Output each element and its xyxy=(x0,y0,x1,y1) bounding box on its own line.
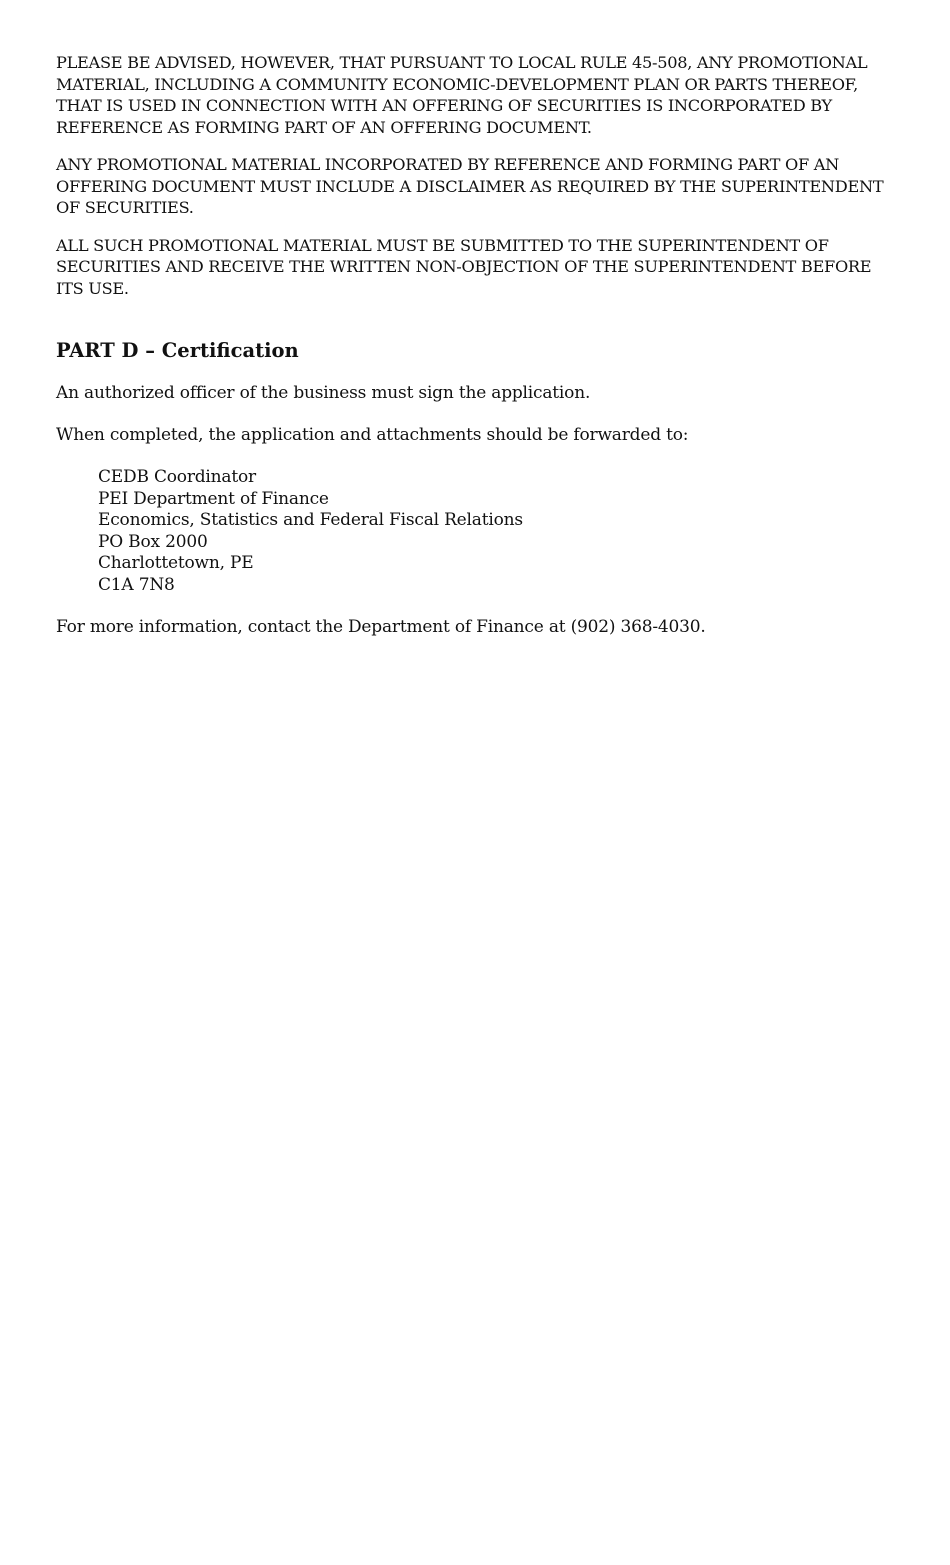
address-line-division: Economics, Statistics and Federal Fiscal Relations xyxy=(98,510,523,530)
document-page xyxy=(56,52,901,639)
notice-paragraph-disclaimer: ANY PROMOTIONAL MATERIAL INCORPORATED BY REFERENCE AND FORMING PART OF AN OFFERING DOCUMENT MUST INCLUDE A DISCLAIMER AS REQUIRED BY THE SUPERINTENDENT OF SECURITIES. xyxy=(56,155,884,217)
address-line-recipient: CEDB Coordinator xyxy=(98,467,256,487)
part-d-heading: PART D – Certification xyxy=(56,339,299,362)
address-line-department: PEI Department of Finance xyxy=(98,488,329,509)
contact-information: For more information, contact the Department of Finance at (902) 368-4030. xyxy=(56,617,706,637)
signing-instruction: An authorized officer of the business must sign the application. xyxy=(56,383,591,403)
notice-paragraph-submission: ALL SUCH PROMOTIONAL MATERIAL MUST BE SUBMITTED TO THE SUPERINTENDENT OF SECURITIES AND RECEIVE THE WRITTEN NON-OBJECTION OF THE SUPERINTENDENT BEFORE ITS USE. xyxy=(56,235,872,298)
forwarding-instruction: When completed, the application and attachments should be forwarded to: xyxy=(56,424,689,445)
notice-paragraph-local-rule: PLEASE BE ADVISED, HOWEVER, THAT PURSUANT TO LOCAL RULE 45-508, ANY PROMOTIONAL MATERIAL, INCLUDING A COMMUNITY ECONOMIC-DEVELOPMENT PLAN OR PARTS THEREOF, THAT IS USED IN CONNECTION WITH AN OFFERING OF SECURITIES IS INCORPORATED BY REFERENCE AS FORMING PART OF AN OFFERING DOCUMENT. xyxy=(56,53,868,137)
address-line-po-box: PO Box 2000 xyxy=(98,531,208,552)
address-line-postal-code: C1A 7N8 xyxy=(98,574,175,595)
address-line-city: Charlottetown, PE xyxy=(98,553,254,573)
mailing-address xyxy=(98,467,901,596)
